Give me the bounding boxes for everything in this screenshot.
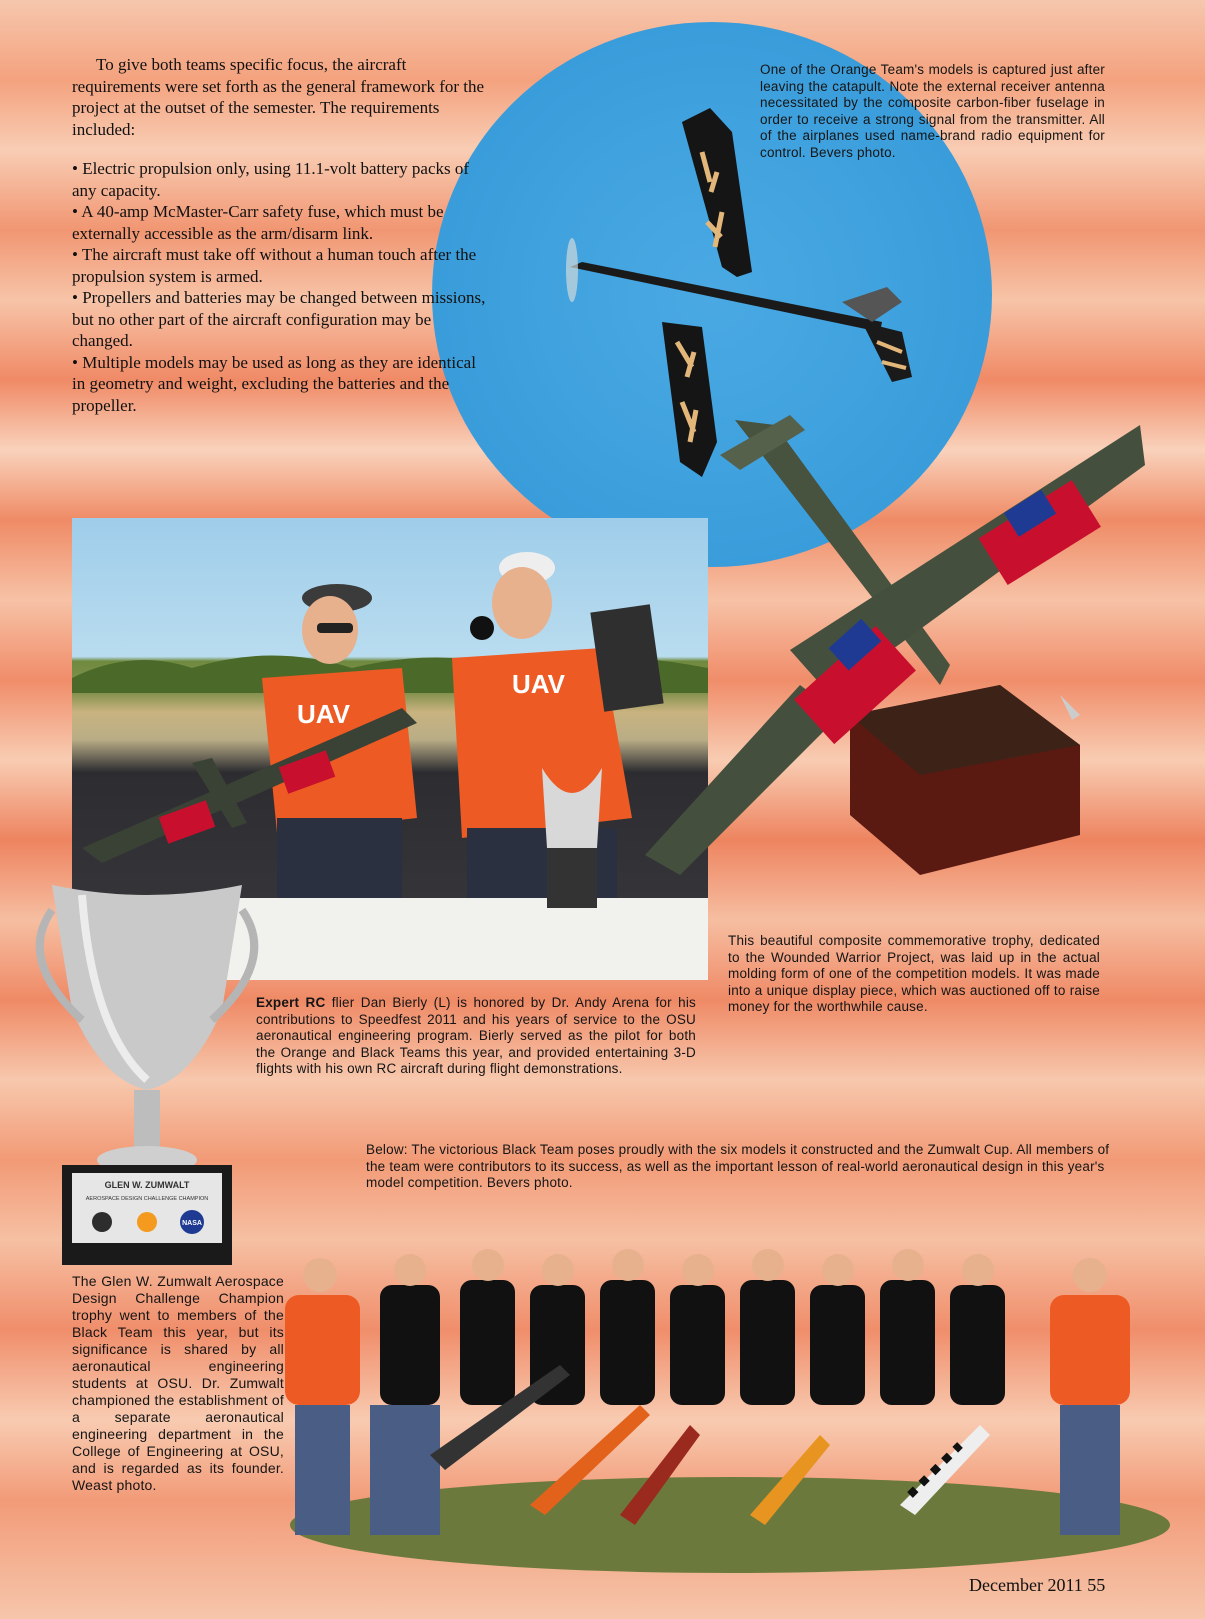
trophy-plane-illustration xyxy=(640,415,1160,905)
team-caption: Below: The victorious Black Team poses proudly with the six models it constructed and the Zumwalt Cup. All members of the team were contributors to its success, as well as the important lesson of real-world aeronautical design in this year's model competition. Bevers photo. xyxy=(366,1142,1110,1190)
orange-team-caption: One of the Orange Team's models is captured just after leaving the catapult. Note the external receiver antenna necessitated by the composite carbon-fiber fuselage in order to receive a strong signal from the transmitter. All of the airplanes used name-brand radio equipment for control. Bevers photo. xyxy=(760,62,1105,160)
trophy-caption: This beautiful composite commemorative trophy, dedicated to the Wounded Warrior Project, was laid up in the actual molding form of one of the competition models. It was made into a unique display piece, which was auctioned off to raise money for the worthwhile cause. xyxy=(728,933,1100,1014)
commemorative-trophy-photo xyxy=(640,415,1160,905)
intro-paragraph: To give both teams specific focus, the aircraft requirements were set forth as the general framework for the project at the outset of the semester. The requirements included: xyxy=(72,55,485,139)
requirement-item: • Electric propulsion only, using 11.1-volt battery packs of any capacity. xyxy=(72,159,470,200)
requirement-item: • The aircraft must take off without a human touch after the propulsion system is armed. xyxy=(72,245,477,286)
cup-caption: The Glen W. Zumwalt Aerospace Design Challenge Champion trophy went to members of the Black Team this year, but its significance is shared by all aeronautical engineering students at OSU. Dr. Zumwalt championed the establishment of a separate aeronautical engineering department in the College of Engineering at OSU, and is regarded as its founder. Weast photo. xyxy=(72,1273,284,1493)
microphone xyxy=(470,616,494,640)
team-illustration xyxy=(260,1225,1200,1575)
intro-text xyxy=(72,54,492,416)
page-footer: December 2011 55 xyxy=(969,1575,1106,1595)
requirement-item: • Propellers and batteries may be changed between missions, but no other part of the aircraft configuration may be changed. xyxy=(72,288,486,350)
black-team-photo xyxy=(260,1225,1200,1575)
pilots-caption xyxy=(256,995,696,1078)
plaque-title: GLEN W. ZUMWALT xyxy=(104,1180,190,1190)
plaque-subtitle: AEROSPACE DESIGN CHALLENGE CHAMPION xyxy=(85,1196,209,1202)
zumwalt-cup-photo xyxy=(22,880,272,1270)
nasa-logo-text: NASA xyxy=(182,1220,202,1227)
fuselage xyxy=(570,262,882,332)
wing-upper xyxy=(682,108,752,277)
pilots-caption-lead: Expert RC xyxy=(256,995,326,1010)
requirement-item: • A 40-amp McMaster-Carr safety fuse, which must be externally accessible as the arm/disarm link. xyxy=(72,202,444,243)
shirt-label: UAV xyxy=(297,699,350,729)
requirements-list xyxy=(72,158,492,416)
cup-illustration xyxy=(22,880,272,1270)
requirement-item: • Multiple models may be used as long as they are identical in geometry and weight, excluding the batteries and the propeller. xyxy=(72,352,476,415)
pilots-caption-body: flier Dan Bierly (L) is honored by Dr. Andy Arena for his contributions to Speedfest 2011 and his years of service to the OSU aeronautical engineering program. Bierly served as the pilot for both the Orange and Black Teams this year, and provided entertaining 3-D flights with his own RC aircraft during flight demonstrations. xyxy=(256,995,696,1076)
shirt-label: UAV xyxy=(512,669,565,699)
